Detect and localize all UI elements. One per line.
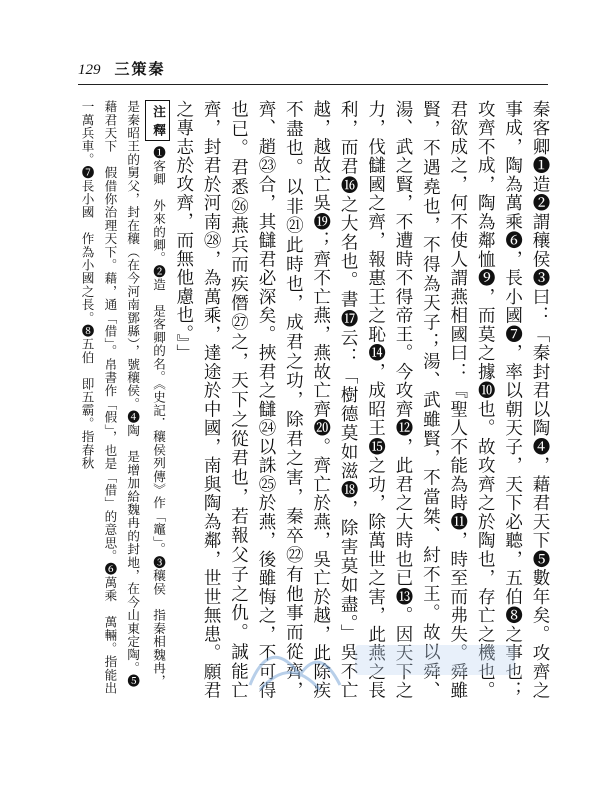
page-number: 129 [78, 62, 101, 78]
running-title: 三策秦 [114, 60, 166, 78]
page-header [78, 58, 166, 82]
header-divider [78, 84, 548, 85]
annotations-section [78, 100, 170, 700]
notes-text: ❶客卿 外來的卿。❷造 是客卿的名。《史記．穰侯列傳》作「竈」。❸穰侯 指秦相魏冉，是秦昭王的舅父，封在穰（在今河南鄧縣），號穰侯。❹陶 是增加給魏冉的封地，在今山東定陶。❺藉君天下 假借你治理天下。藉，通「借」。帛書作「假」，也是「借」的意思。❻萬乘 萬輛。指能出一萬兵車。❼長小國 作為小國之長。❽五伯 即五霸。指春秋 [79, 100, 166, 695]
main-paragraph: 秦客卿❶造❷謂穰侯❸曰：「秦封君以陶❹，藉君天下❺數年矣。攻齊之事成，陶為萬乘❻，長小國❼，率以朝天子，天下必聽，五伯❽之事也；攻齊不成，陶為鄰恤❾，而莫之據❿也。故攻齊之於陶也，存亡之機也。君欲成之，何不使人謂燕相國曰：『聖人不能為時⓫，時至而弗失。舜雖賢，不遇堯也，不得為天子；湯、武雖賢，不當桀、紂不王。故以舜、湯、武之賢，不遭時不得帝王。今攻齊⓬，此君之大時也已⓭。因天下之力，伐讎國之齊，報惠王之恥⓮，成昭王⓯之功，除萬世之害，此燕之長利，而君⓰之大名也。書⓱云：「樹德莫如滋⓲，除害莫如盡。」吳不亡越，越故亡吳⓳；齊不亡燕，燕故亡齊⓴。齊亡於燕，吳亡於越，此除疾不盡也。以非㉑此時也，成君之功，除君之害，秦卒㉒有他事而從齊，齊、趙㉓合，其讎君必深矣。挾君之讎㉔以誅㉕於燕，後雖悔之，不可得也已。君悉㉖燕兵而疾僭㉗之，天下之從君也，若報父子之仇。誠能亡齊，封君於河南㉘，為萬乘，達途於中國，南與陶為鄰，世世無患。願君之專志於攻齊，而無他慮也。』」 [173, 100, 550, 700]
notes-heading: 注 釋 [145, 100, 170, 141]
main-text [153, 100, 553, 700]
